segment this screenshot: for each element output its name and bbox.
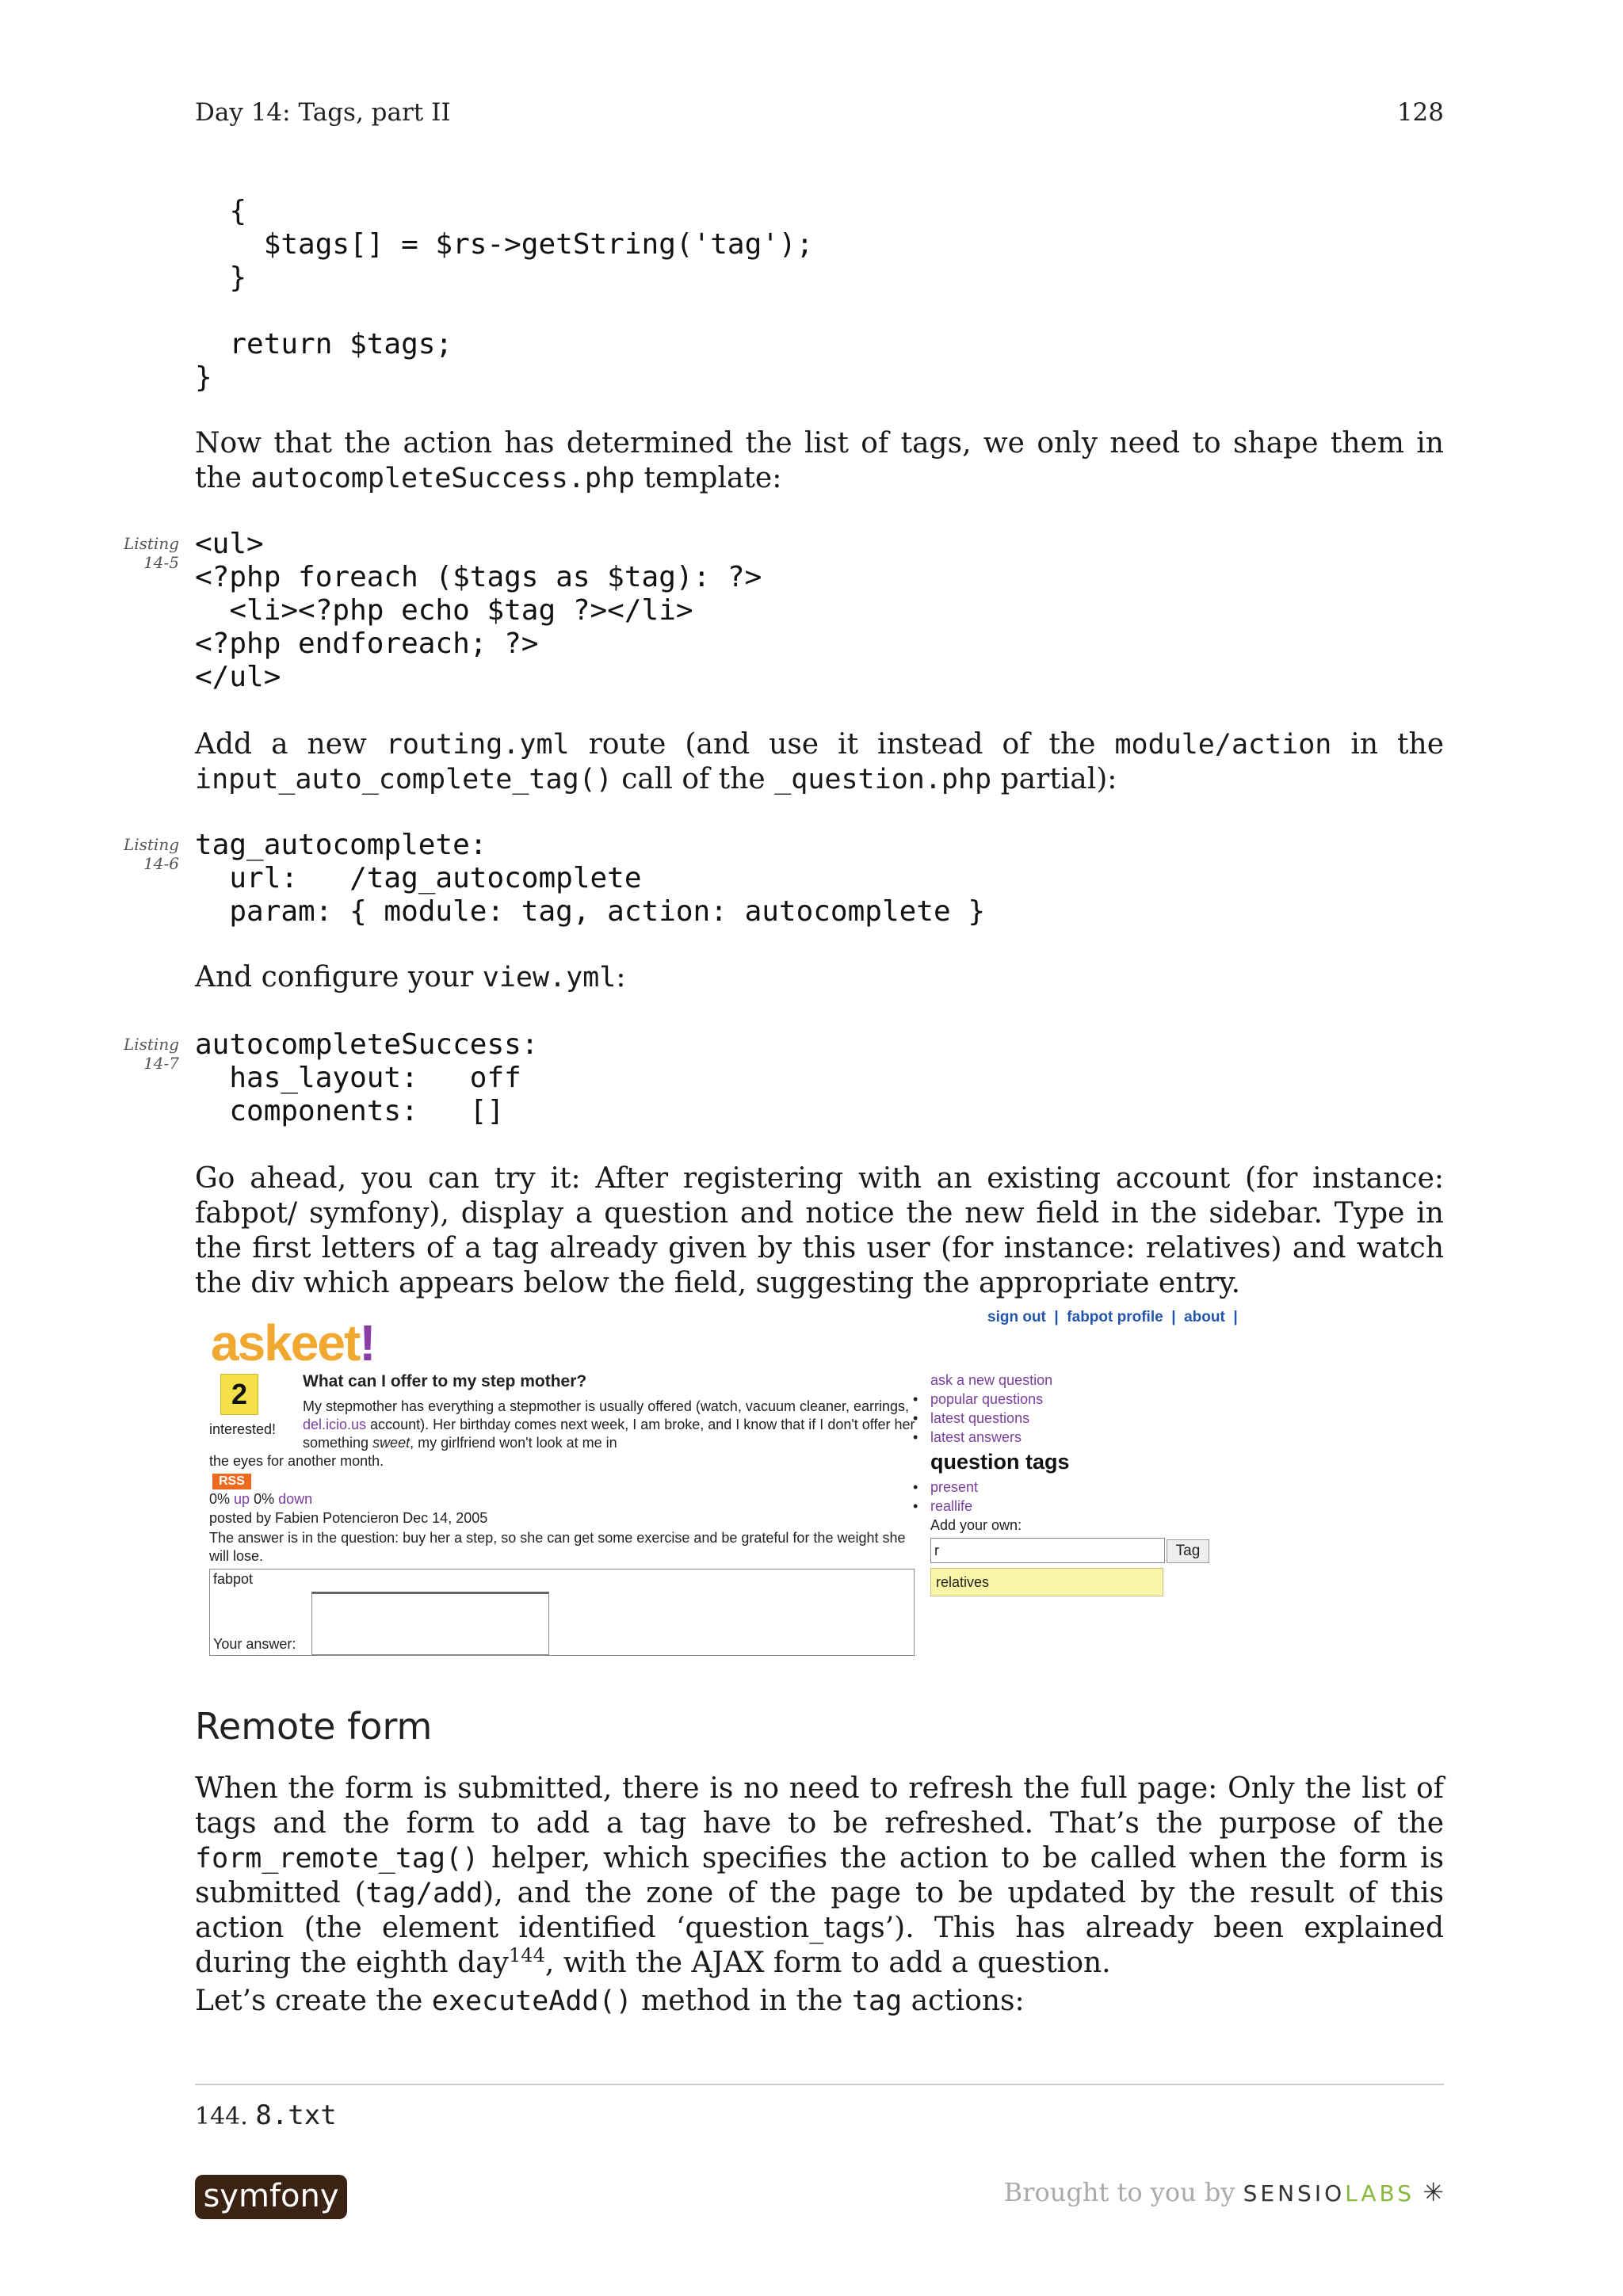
vote-up-link[interactable]: up: [234, 1491, 250, 1507]
paragraph-remote-form: When the form is submitted, there is no need to refresh the full page: Only the list of tags and the form to add a tag have to be refreshed. That’s the purpose of the form_remote_tag() helper, which specifies the action to be called when the form is submitted (tag/add), and the zone of the page to be updated by the result of this action (the element identified ‘question_tags’). This has already been explained during the eighth day$^{144}$, with the AJAX form to add a question.: [195, 1772, 1444, 1979]
your-answer-label: Your answer:: [213, 1636, 296, 1652]
section-title: Remote form: [195, 1705, 433, 1748]
listing-label-14-5: Listing 14-5: [123, 534, 179, 572]
autocomplete-suggestion[interactable]: relatives: [930, 1568, 1163, 1596]
question-body: My stepmother has everything a stepmother is usually offered (watch, vacuum cleaner, earrings, del.icio.us account). Her birthday comes next week, I am broke, and I know that if I don't offer her something sweet, my girlfriend won't look at me in: [303, 1398, 915, 1451]
paragraph-template-intro: Now that the action has determined the list of tags, we only need to shape them in the autocompleteSuccess.php template:: [195, 427, 1444, 494]
sidebar-link-ask[interactable]: ask a new question: [930, 1372, 1053, 1388]
answer-username: fabpot: [213, 1571, 254, 1587]
sidebar: [930, 1371, 1247, 1596]
sidebar-link-latest-answers[interactable]: • latest answers: [930, 1428, 1247, 1447]
footnote-link[interactable]: 8.txt: [255, 2100, 337, 2131]
question-tags-title: question tags: [930, 1450, 1070, 1474]
paragraph-routing-intro: Add a new routing.yml route (and use it instead of the module/action in the input_auto_complete_tag() call of the _question.php partial):: [195, 728, 1445, 795]
paragraph-try-it: Go ahead, you can try it: After registering with an existing account (for instance: fabpot/ symfony), display a question and notice the new field in the sidebar. Type in the first letters of a tag already given by this user (for instance: relatives) and watch the div which appears below the field, suggesting the appropriate entry.: [195, 1162, 1444, 1299]
paragraph-execute-add: Let’s create the executeAdd() method in the tag actions:: [195, 1985, 1025, 2017]
askeet-screenshot: [195, 1307, 1249, 1664]
listing-label-14-7: Listing 14-7: [123, 1035, 179, 1073]
page-number: 128: [1396, 98, 1444, 127]
top-navigation[interactable]: sign out | fabpot profile | about |: [987, 1309, 1238, 1325]
tag-input[interactable]: r: [930, 1538, 1165, 1563]
question-body-end: the eyes for another month.: [209, 1453, 384, 1469]
code-block-template: <ul> <?php foreach ($tags as $tag): ?> <li><?php echo $tag ?></li> <?php endforeach; ?> </ul>: [195, 528, 762, 693]
question-title: What can I offer to my step mother?: [303, 1372, 587, 1390]
answer-form: [209, 1569, 915, 1656]
paragraph-view-intro: And configure your view.yml:: [195, 961, 626, 994]
code-block-return-tags: { $tags[] = $rs->getString('tag'); } return $tags; }: [195, 195, 814, 394]
answer-text: The answer is in the question: buy her a step, so she can get some exercise and be grateful for the weight she will lose.: [209, 1530, 906, 1564]
interested-label: interested!: [209, 1421, 277, 1437]
vote-down-link[interactable]: down: [278, 1491, 313, 1507]
running-header-chapter: Day 14: Tags, part II: [195, 98, 451, 127]
code-block-view: autocompleteSuccess: has_layout: off components: []: [195, 1028, 539, 1127]
delicious-link[interactable]: del.icio.us: [303, 1417, 367, 1432]
code-block-routing: tag_autocomplete: url: /tag_autocomplete param: { module: tag, action: autocomplete }: [195, 829, 985, 928]
sidebar-link-popular[interactable]: • popular questions: [930, 1390, 1247, 1409]
symfony-logo: symfony: [195, 2175, 347, 2219]
interest-count-badge: 2: [220, 1374, 258, 1415]
tag-button[interactable]: Tag: [1167, 1539, 1209, 1563]
answer-votes: 0% up 0% down: [209, 1491, 313, 1507]
sensiolabs-logo: SENSIOLABS: [1243, 2180, 1415, 2206]
footnote-divider: [195, 2084, 1444, 2085]
answer-textarea[interactable]: [311, 1592, 549, 1655]
footnote-ref[interactable]: 144: [509, 1944, 545, 1966]
posted-by: posted by Fabien Potencieron Dec 14, 2005: [209, 1510, 488, 1526]
tag-link-reallife[interactable]: • reallife: [930, 1497, 1247, 1516]
listing-label-14-6: Listing 14-6: [123, 835, 179, 873]
askeet-logo: askeet!: [211, 1314, 375, 1371]
footnote: 144. 8.txt: [195, 2100, 337, 2131]
rss-badge[interactable]: RSS: [212, 1474, 251, 1489]
add-own-label: Add your own:: [930, 1517, 1022, 1533]
sidebar-link-latest-questions[interactable]: • latest questions: [930, 1409, 1247, 1428]
sensiolabs-star-icon: ✳: [1423, 2177, 1444, 2207]
sensiolabs-credit: Brought to you by SENSIOLABS ✳: [1003, 2177, 1444, 2207]
tag-link-present[interactable]: • present: [930, 1478, 1247, 1497]
